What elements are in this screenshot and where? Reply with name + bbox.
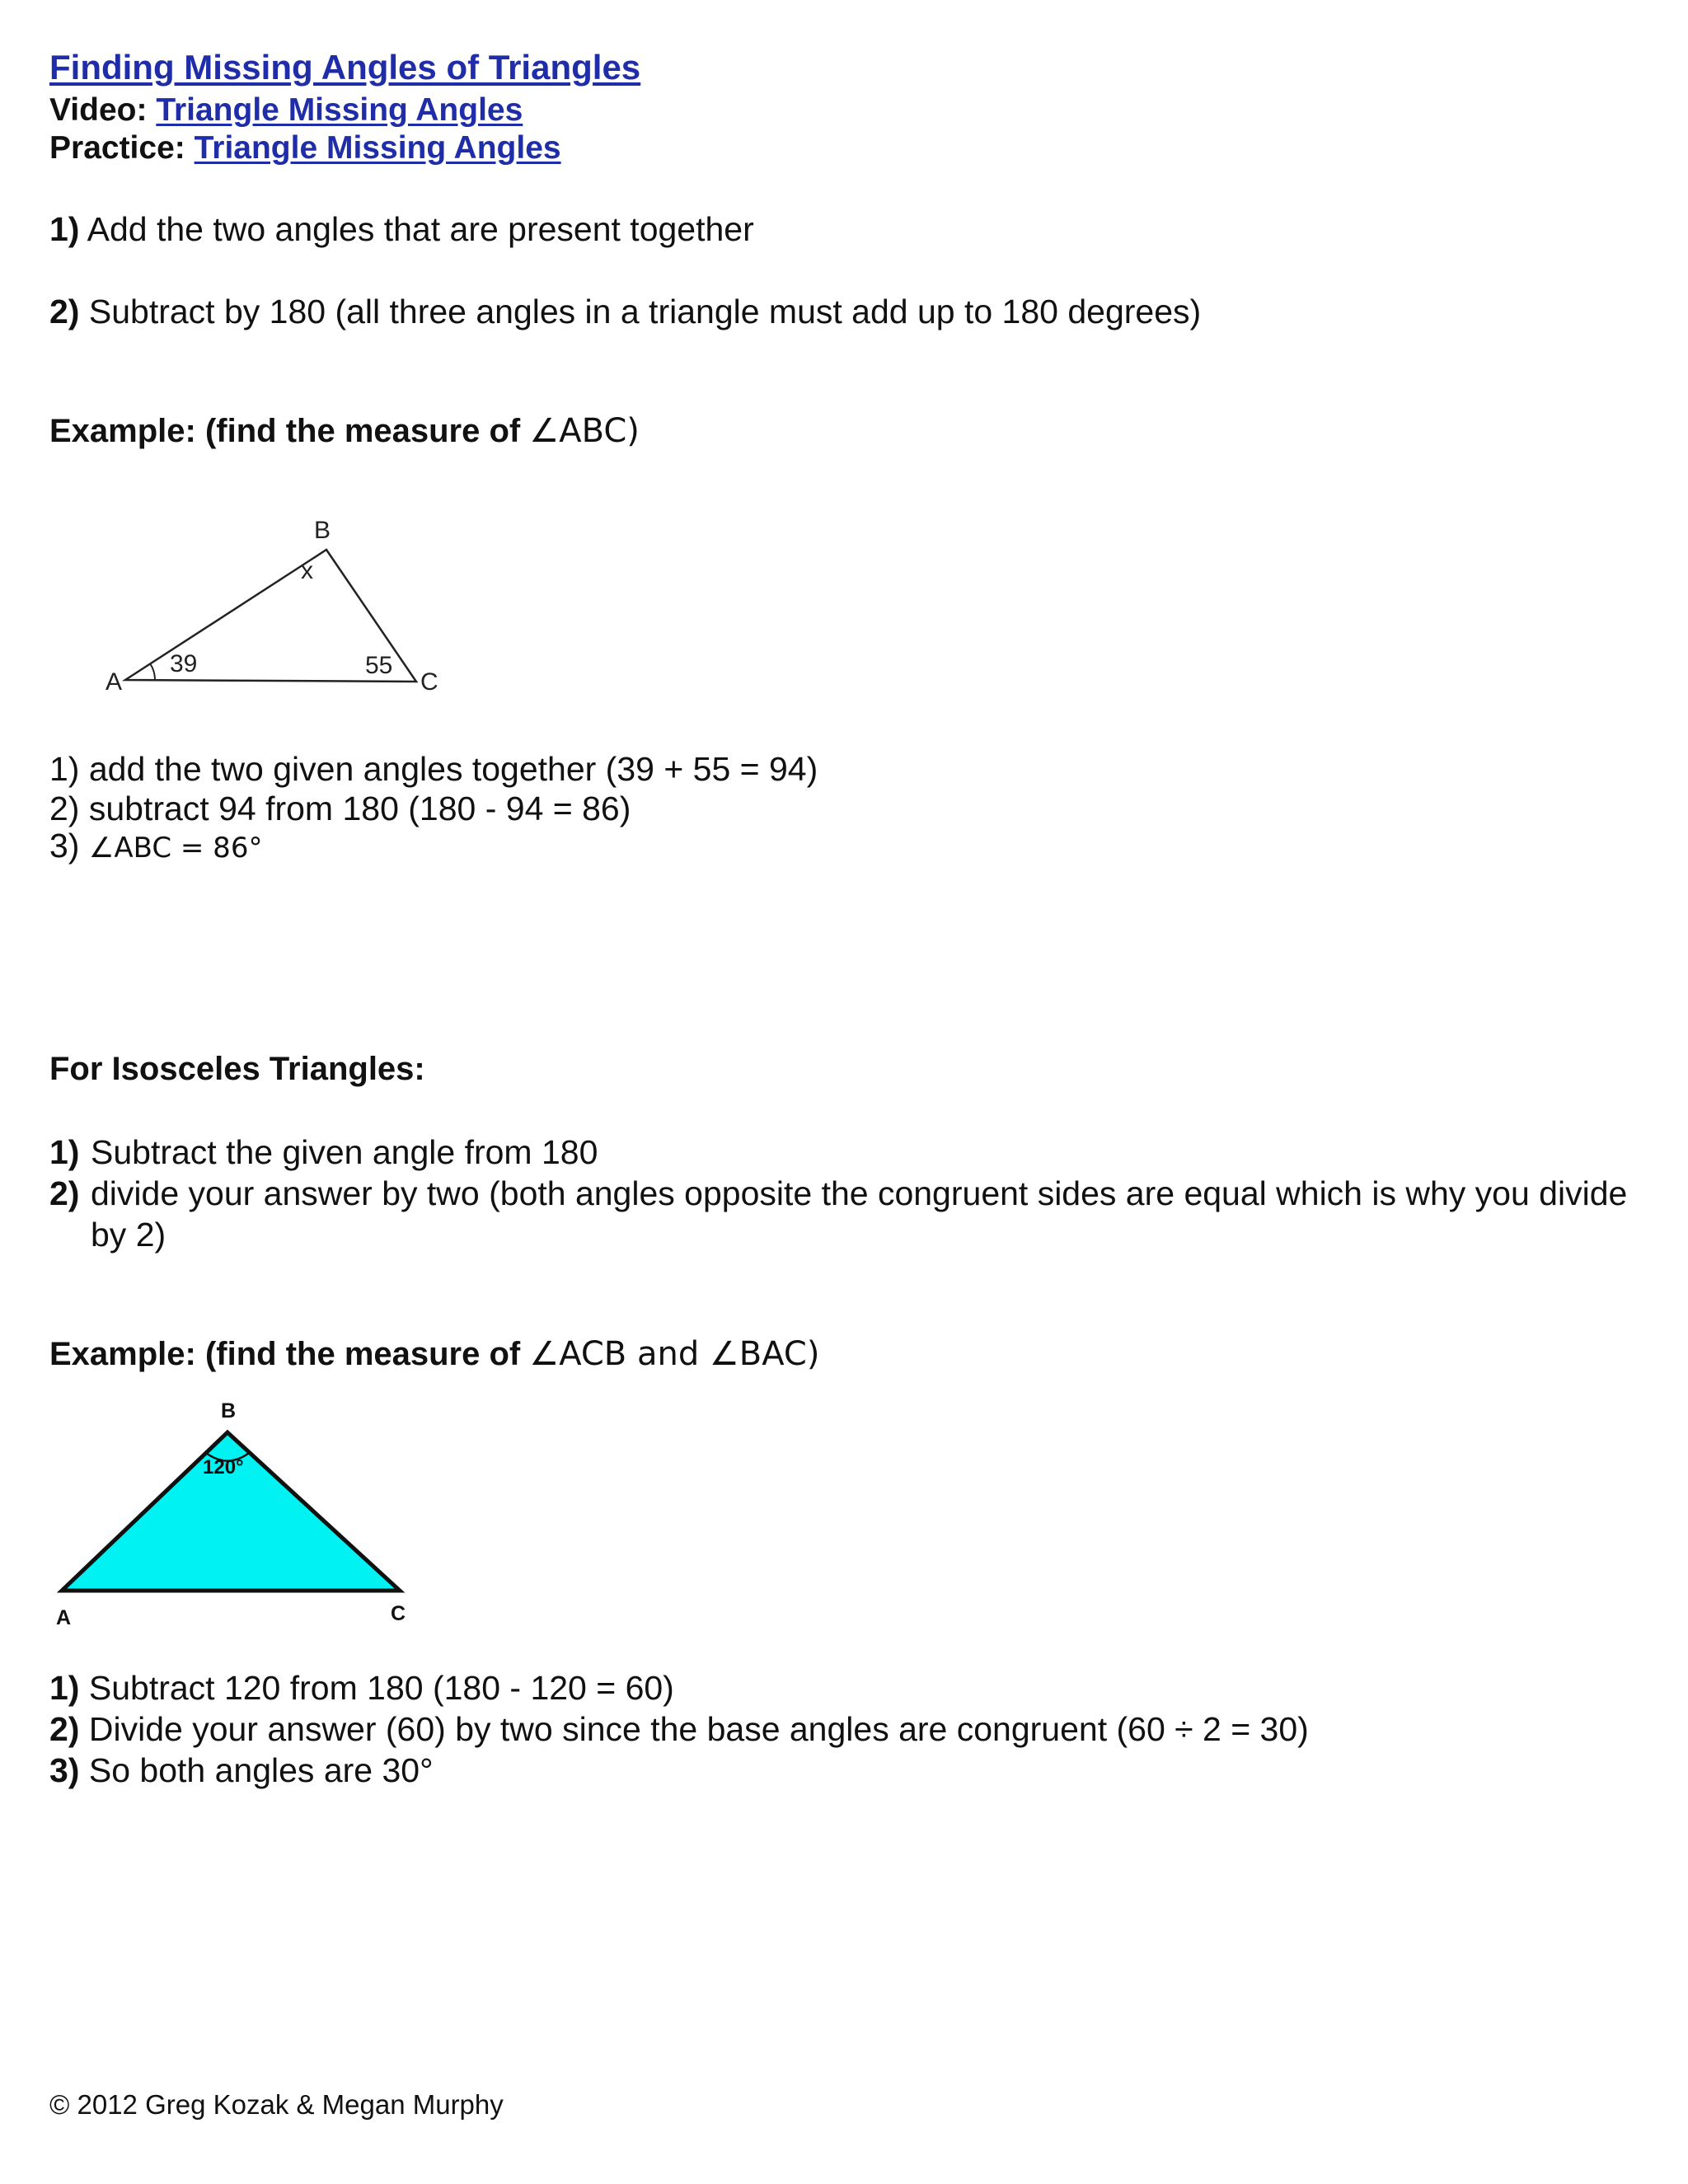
step-2 <box>49 293 1201 331</box>
angle-label-c: 55 <box>365 652 393 679</box>
angle-label-b: x <box>301 557 313 584</box>
isosceles-step-2 <box>49 1173 1648 1255</box>
step-number: 2) <box>49 1174 80 1212</box>
solution-result: ∠ABC = 86° <box>88 832 263 865</box>
step-1 <box>49 210 754 249</box>
example1-heading <box>49 412 640 450</box>
step-text: Divide your answer (60) by two since the base angles are congruent (60 ÷ 2 = 30) <box>88 1710 1309 1748</box>
step-text: Subtract the given angle from 180 <box>91 1133 598 1171</box>
angle-arc-a <box>150 663 155 680</box>
example1-angle: ∠ABC) <box>529 412 640 450</box>
step-number: 1) <box>49 210 80 248</box>
vertex-label-c: C <box>391 1602 406 1625</box>
vertex-label-c: C <box>420 668 438 696</box>
example2-heading-text: Example: (find the measure of <box>49 1336 521 1372</box>
example1-solution-1: 1) add the two given angles together (39 + 55 = 94) <box>49 750 818 788</box>
isosceles-heading: For Isosceles Triangles: <box>49 1051 425 1087</box>
vertex-label-a: A <box>106 668 123 696</box>
example1-heading-text: Example: (find the measure of <box>49 413 521 449</box>
practice-link[interactable]: Triangle Missing Angles <box>194 130 561 166</box>
vertex-label-a: A <box>56 1606 72 1629</box>
step-text: Add the two angles that are present together <box>87 210 754 248</box>
copyright-footer: © 2012 Greg Kozak & Megan Murphy <box>49 2089 504 2120</box>
step-number: 2) <box>49 293 80 330</box>
angle-label-b: 120° <box>203 1456 244 1479</box>
step-number: 2) <box>49 1710 80 1748</box>
step-number: 1) <box>49 1133 80 1171</box>
example2-solution-2 <box>49 1710 1309 1749</box>
example2-solution-3 <box>49 1751 433 1790</box>
vertex-label-b: B <box>314 517 331 544</box>
isosceles-step-1 <box>49 1132 1648 1173</box>
triangle-abc-diagram <box>91 507 470 696</box>
step-text: divide your answer by two (both angles opposite the congruent sides are equal which is why you divide by 2) <box>91 1174 1628 1254</box>
example1-solution-2: 2) subtract 94 from 180 (180 - 94 = 86) <box>49 790 631 827</box>
step-text: Subtract by 180 (all three angles in a triangle must add up to 180 degrees) <box>88 293 1202 330</box>
page-title[interactable] <box>49 48 640 87</box>
vertex-label-b: B <box>221 1399 237 1422</box>
video-line <box>49 92 523 129</box>
example2-angle: ∠ACB and ∠BAC) <box>529 1335 820 1373</box>
practice-label: Practice: <box>49 130 185 166</box>
example2-heading <box>49 1335 819 1373</box>
step-text: So both angles are 30° <box>88 1751 434 1789</box>
step-number: 1) <box>49 1669 80 1707</box>
step-text: Subtract 120 from 180 (180 - 120 = 60) <box>88 1669 674 1707</box>
angle-label-a: 39 <box>170 650 198 677</box>
title-link[interactable]: Finding Missing Angles of Triangles <box>49 48 641 87</box>
solution-number: 3) <box>49 827 80 865</box>
video-label: Video: <box>49 92 148 128</box>
example1-solution-3 <box>49 827 262 865</box>
practice-line <box>49 130 561 166</box>
example2-solution-1 <box>49 1669 674 1708</box>
isosceles-triangle-diagram <box>49 1393 429 1632</box>
step-number: 3) <box>49 1751 80 1789</box>
video-link[interactable]: Triangle Missing Angles <box>156 92 523 128</box>
